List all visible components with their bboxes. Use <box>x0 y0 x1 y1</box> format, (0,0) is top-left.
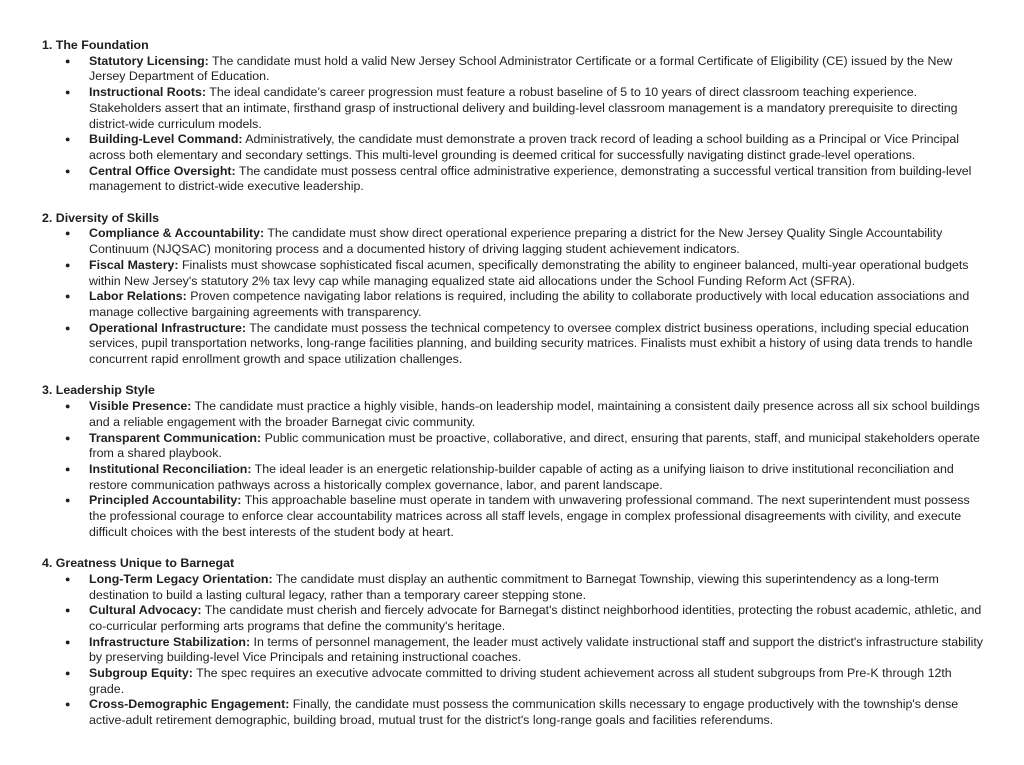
item-text: The candidate must hold a valid New Jersey School Administrator Certificate or a formal Certificate of Eligibility (CE) issued by the New Jersey Department of Education. <box>89 53 953 84</box>
item-text: The candidate must possess the technical competency to oversee complex district business operations, including special education services, pupil transportation networks, long-range facilities planning, and building security matrices. Finalists must exhibit a history of using data trends to handle concurrent rapid enrollment growth and space utilization challenges. <box>89 320 973 367</box>
list-item <box>42 399 987 430</box>
item-text: Finalists must showcase sophisticated fiscal acumen, specifically demonstrating the ability to engineer balanced, multi-year operational budgets within New Jersey's statutory 2% tax levy cap while managing equalized state aid allocations under the School Funding Reform Act (SFRA). <box>89 257 969 288</box>
list-item <box>42 321 987 368</box>
item-term: Infrastructure Stabilization: <box>89 634 251 649</box>
list-item <box>42 85 987 132</box>
list-item <box>42 493 987 540</box>
list-item <box>42 697 987 728</box>
bullet-list <box>42 572 987 729</box>
item-text: The candidate must practice a highly visible, hands-on leadership model, maintaining a consistent daily presence across all six school buildings and a reliable engagement with the broader Barnegat civic community. <box>89 399 980 429</box>
list-item <box>42 462 987 493</box>
item-term: Subgroup Equity: <box>89 666 193 681</box>
item-term: Visible Presence: <box>89 399 192 414</box>
list-item <box>42 666 987 697</box>
item-text: In terms of personnel management, the leader must actively validate instructional staff and support the district's infrastructure stability by preserving building-level Vice Principals and retaining instructional coaches. <box>89 634 983 665</box>
item-text: The spec requires an executive advocate committed to driving student achievement across all student subgroups from Pre-K through 12th grade. <box>89 666 952 696</box>
item-text: The candidate must display an authentic commitment to Barnegat Township, viewing this superintendency as a long-term destination to build a lasting cultural legacy, rather than a temporary career stepping stone. <box>89 571 939 602</box>
item-term: Cultural Advocacy: <box>89 603 202 618</box>
bullet-list <box>42 226 987 367</box>
item-text: The candidate must show direct operational experience preparing a district for the New Jersey Quality Single Accountability Continuum (NJQSAC) monitoring process and a documented history of driving lagging student achievement indicators. <box>89 226 943 257</box>
list-item <box>42 54 987 85</box>
item-term: Cross-Demographic Engagement: <box>89 697 290 712</box>
list-item <box>42 164 987 195</box>
item-term: Long-Term Legacy Orientation: <box>89 571 273 586</box>
item-text: Finally, the candidate must possess the communication skills necessary to engage productively with the township's dense active-adult retirement demographic, building broad, mutual trust for the district's long-range goals and facilities referendums. <box>89 697 959 728</box>
section-heading: 4. Greatness Unique to Barnegat <box>42 556 235 571</box>
section-greatness-unique-to-barnegat <box>42 556 987 729</box>
item-text: Administratively, the candidate must demonstrate a proven track record of leading a school building as a Principal or Vice Principal across both elementary and secondary settings. This multi-level grounding is deemed critical for successfully navigating distinct grade-level operations. <box>89 132 960 162</box>
item-text: The ideal candidate’s career progression must feature a robust baseline of 5 to 10 years of direct classroom teaching experience. Stakeholders assert that an intimate, firsthand grasp of instructional delivery and building-level classroom management is a mandatory prerequisite to directing district-wide curriculum models. <box>89 85 958 131</box>
list-item <box>42 132 987 163</box>
item-term: Fiscal Mastery: <box>89 257 179 272</box>
item-text: The candidate must possess central office administrative experience, demonstrating a successful vertical transition from building-level management to district-wide executive leadership. <box>89 163 972 194</box>
list-item <box>42 289 987 320</box>
item-text: The ideal leader is an energetic relationship-builder capable of acting as a unifying liaison to drive institutional reconciliation and restore communication pathways across a historically complex governance, labor, and parent landscape. <box>89 461 954 492</box>
document-body <box>42 38 987 745</box>
list-item <box>42 226 987 257</box>
list-item <box>42 635 987 666</box>
section-heading: 3. Leadership Style <box>42 383 155 398</box>
item-term: Institutional Reconciliation: <box>89 461 252 476</box>
list-item <box>42 603 987 634</box>
item-term: Central Office Oversight: <box>89 163 236 178</box>
bullet-list <box>42 399 987 540</box>
item-text: Proven competence navigating labor relations is required, including the ability to collaborate productively with local education associations and manage collective bargaining agreements with transparency. <box>89 289 970 319</box>
item-term: Compliance & Accountability: <box>89 226 265 241</box>
item-text: The candidate must cherish and fiercely advocate for Barnegat's distinct neighborhood identities, protecting the robust academic, athletic, and co-curricular performing arts programs that define the community's heritage. <box>89 603 982 633</box>
list-item <box>42 431 987 462</box>
section-foundation <box>42 38 987 195</box>
list-item <box>42 572 987 603</box>
item-term: Instructional Roots: <box>89 85 207 100</box>
section-diversity-of-skills <box>42 211 987 368</box>
section-heading: 1. The Foundation <box>42 38 149 52</box>
item-term: Principled Accountability: <box>89 493 242 508</box>
list-item <box>42 258 987 289</box>
item-term: Operational Infrastructure: <box>89 320 246 335</box>
item-term: Statutory Licensing: <box>89 53 209 68</box>
item-term: Building-Level Command: <box>89 132 243 147</box>
item-text: Public communication must be proactive, collaborative, and direct, ensuring that parents, staff, and municipal stakeholders operate from a shared playbook. <box>89 430 980 461</box>
item-term: Labor Relations: <box>89 289 187 304</box>
bullet-list <box>42 54 987 195</box>
item-text: This approachable baseline must operate in tandem with unwavering professional command. The next superintendent must possess the professional courage to enforce clear accountability matrices across all staff levels, engage in complex professional disagreements with civility, and execute difficult choices with the best interests of the student body at heart. <box>89 493 970 539</box>
item-term: Transparent Communication: <box>89 430 262 445</box>
section-heading: 2. Diversity of Skills <box>42 210 160 225</box>
section-leadership-style <box>42 383 987 540</box>
